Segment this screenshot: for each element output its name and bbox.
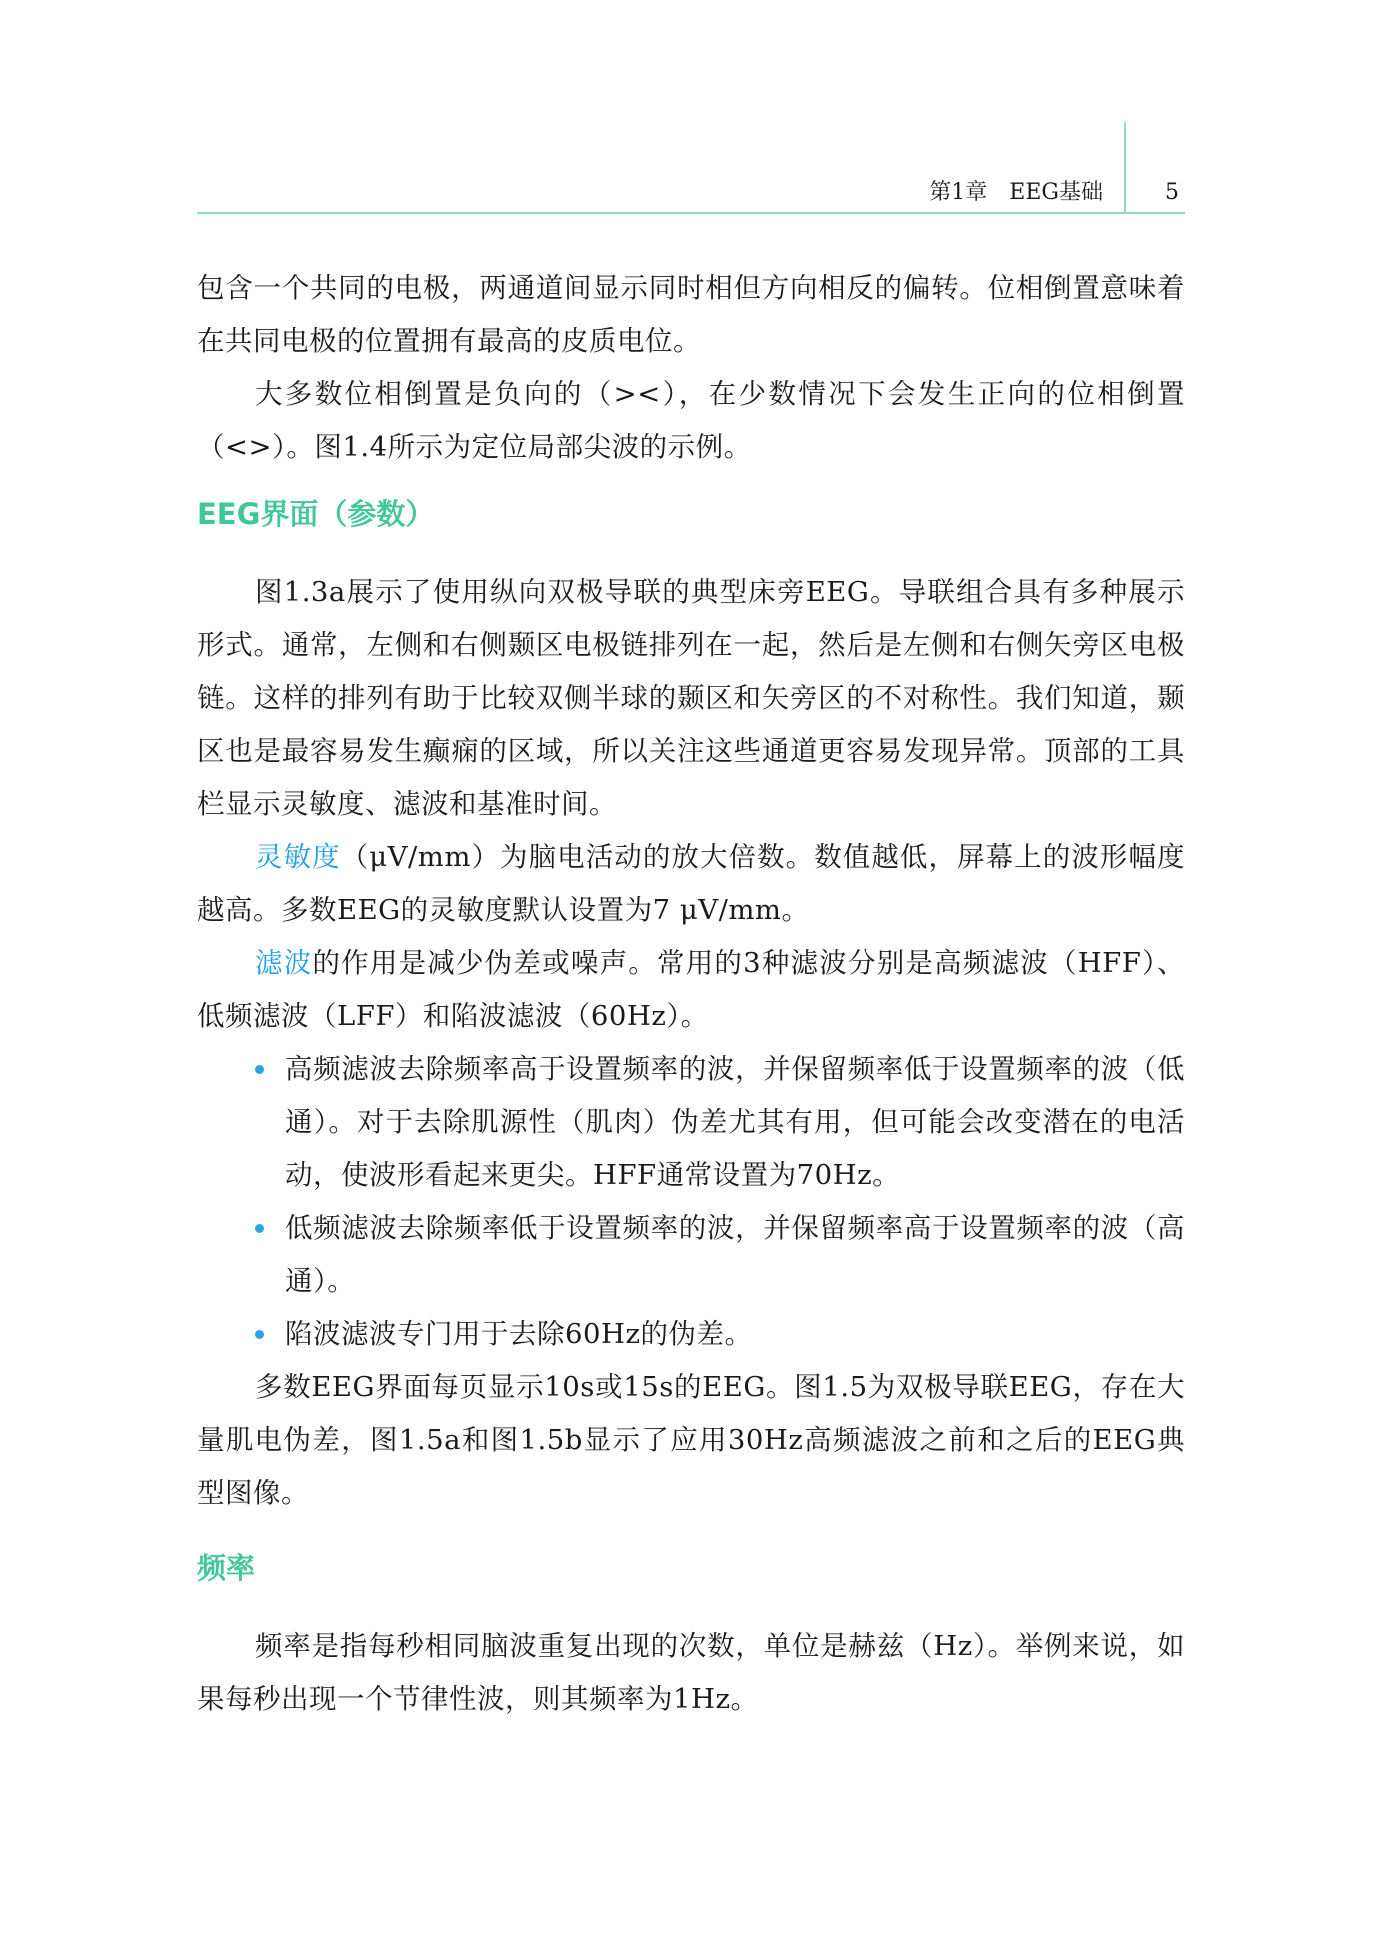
page-body bbox=[197, 262, 1185, 1726]
paragraph-sensitivity bbox=[197, 831, 1185, 937]
term-sensitivity: 灵敏度 bbox=[255, 841, 341, 873]
running-header bbox=[197, 178, 1185, 214]
bullet-icon bbox=[255, 1330, 264, 1339]
paragraph-continued: 包含一个共同的电极，两通道间显示同时相但方向相反的偏转。位相倒置意味着在共同电极的位置拥有最高的皮质电位。 bbox=[197, 272, 1185, 357]
filter-list bbox=[197, 1043, 1185, 1361]
bullet-icon bbox=[255, 1065, 264, 1074]
list-item: 陷波滤波专门用于去除60Hz的伪差。 bbox=[285, 1308, 1185, 1361]
paragraph-filter bbox=[197, 937, 1185, 1043]
paragraph-display: 多数EEG界面每页显示10s或15s的EEG。图1.5为双极导联EEG，存在大量肌电伪差，图1.5a和图1.5b显示了应用30Hz高频滤波之前和之后的EEG典型图像。 bbox=[197, 1371, 1185, 1509]
term-filter: 滤波 bbox=[255, 947, 313, 979]
section-heading-eeg-interface: EEG界面（参数） bbox=[197, 497, 435, 531]
section-heading-frequency: 频率 bbox=[197, 1551, 256, 1585]
paragraph-phase-reversal: 大多数位相倒置是负向的（><），在少数情况下会发生正向的位相倒置（<>）。图1.4所示为定位局部尖波的示例。 bbox=[197, 378, 1185, 463]
bullet-icon bbox=[255, 1224, 264, 1233]
chapter-title: 第1章 EEG基础 bbox=[929, 180, 1103, 205]
filter-text: 的作用是减少伪差或噪声。常用的3种滤波分别是高频滤波（HFF）、低频滤波（LFF）和陷波滤波（60Hz）。 bbox=[197, 947, 1186, 1032]
paragraph-frequency: 频率是指每秒相同脑波重复出现的次数，单位是赫兹（Hz）。举例来说，如果每秒出现一个节律性波，则其频率为1Hz。 bbox=[197, 1630, 1185, 1715]
page-number: 5 bbox=[1165, 180, 1179, 205]
list-item: 低频滤波去除频率低于设置频率的波，并保留频率高于设置频率的波（高通）。 bbox=[285, 1202, 1185, 1308]
list-item: 高频滤波去除频率高于设置频率的波，并保留频率低于设置频率的波（低通）。对于去除肌源性（肌肉）伪差尤其有用，但可能会改变潜在的电活动，使波形看起来更尖。HFF通常设置为70Hz。 bbox=[285, 1043, 1185, 1202]
paragraph-montage: 图1.3a展示了使用纵向双极导联的典型床旁EEG。导联组合具有多种展示形式。通常，左侧和右侧颞区电极链排列在一起，然后是左侧和右侧矢旁区电极链。这样的排列有助于比较双侧半球的颞区和矢旁区的不对称性。我们知道，颞区也是最容易发生癫痫的区域，所以关注这些通道更容易发现异常。顶部的工具栏显示灵敏度、滤波和基准时间。 bbox=[197, 576, 1185, 820]
sensitivity-text: （μV/mm）为脑电活动的放大倍数。数值越低，屏幕上的波形幅度越高。多数EEG的灵敏度默认设置为7 μV/mm。 bbox=[197, 841, 1186, 926]
